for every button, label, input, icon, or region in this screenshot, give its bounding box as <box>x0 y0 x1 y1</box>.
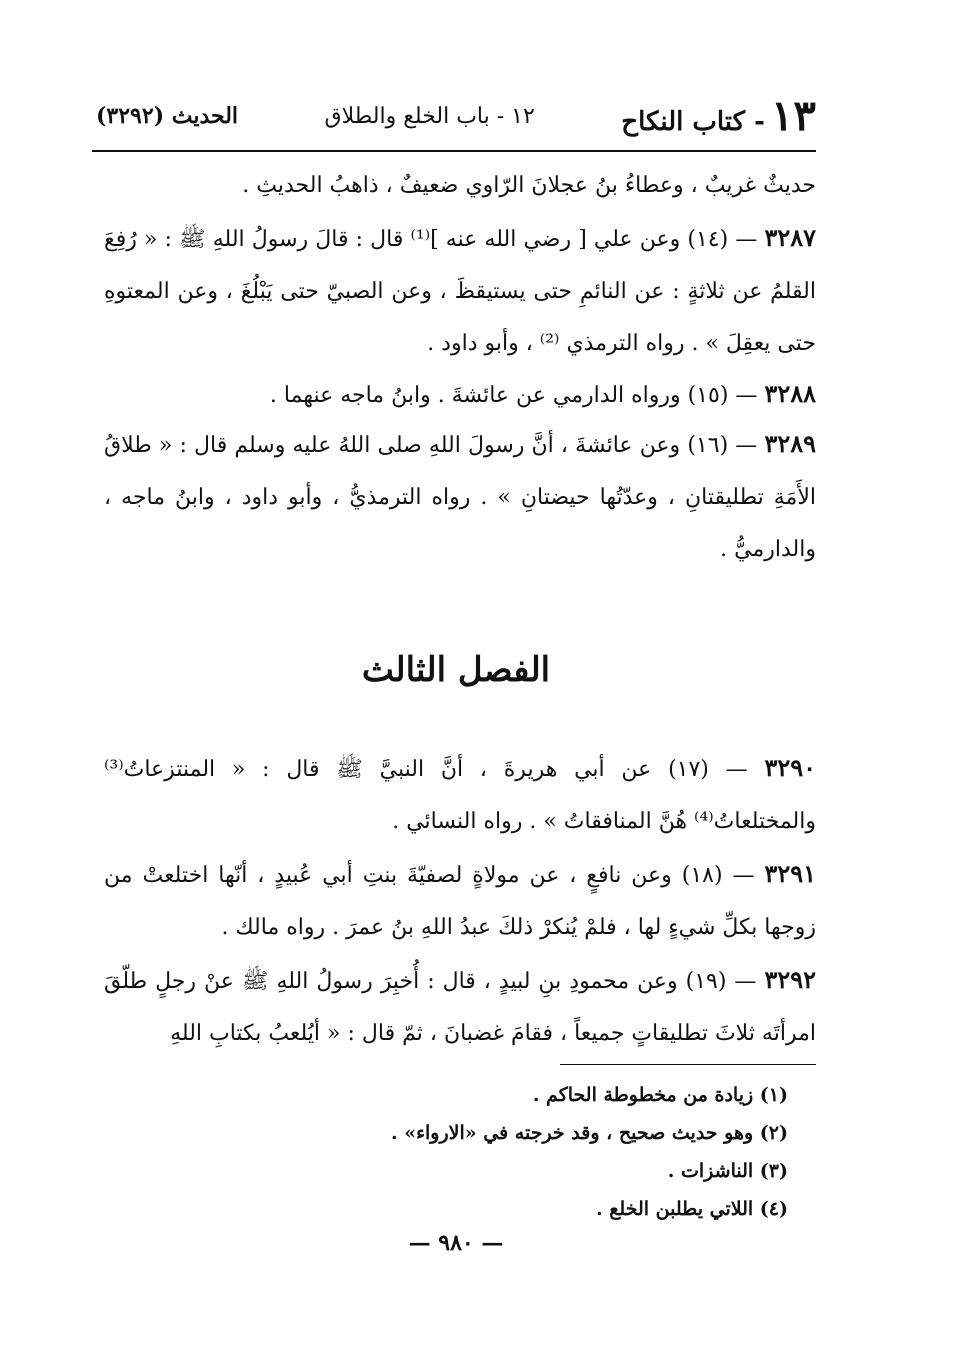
paragraph <box>104 160 816 212</box>
chapter-title: ١٢ - باب الخلع والطلاق <box>324 103 535 129</box>
footnote-rule <box>560 1064 816 1065</box>
book-title: - كتاب النكاح <box>621 107 765 137</box>
hadith-number: ٣٢٨٧ <box>764 223 817 252</box>
page-number: — ٩٨٠ — <box>408 1230 504 1256</box>
footnotes <box>300 1076 788 1228</box>
hadith-paragraph <box>104 742 816 848</box>
hadith-paragraph <box>104 418 816 576</box>
book-heading <box>621 91 816 140</box>
running-header <box>96 88 816 144</box>
footnote: (١) زيادة من مخطوطة الحاكم . <box>532 1084 788 1106</box>
paragraph-text: — (١٦) وعن عائشةَ ، أنَّ رسولَ اللهِ صلى اللهُ عليه وسلم قال : « طلاقُ الأَمَةِ تطليقتانِ ، وعدّتُها حيضتانِ » . رواه الترمذيُّ ، وأبو داود ، وابنُ ماجه ، والدارميُّ . <box>104 433 816 562</box>
paragraph-text: — (١٥) ورواه الدارمي عن عائشةَ . وابنُ ماجه عنهما . <box>269 383 758 408</box>
footnote: (٤) اللاتي يطلبن الخلع . <box>596 1198 788 1220</box>
hadith-paragraph <box>104 848 816 954</box>
hadith-paragraph <box>104 954 816 1060</box>
hadith-number: ٣٢٩٢ <box>764 965 816 994</box>
book-number: ١٣ <box>770 91 816 140</box>
paragraph-text: — (١٤) وعن علي [ رضي الله عنه ]⁽¹⁾ قال : قالَ رسولُ اللهِ ﷺ : « رُفِعَ القلمُ عن ثلاثةٍ : عن النائمِ حتى يستيقظَ ، وعن الصبيّ حتى يَبْلُغَ ، وعن المعتوهِ حتى يعقِلَ » . رواه الترمذي ⁽²⁾ ، وأبو داود . <box>104 227 816 356</box>
section-heading: الفصل الثالث <box>361 650 551 690</box>
hadith-paragraph <box>104 368 816 422</box>
paragraph-text: — (١٧) عن أبي هريرةَ ، أنَّ النبيَّ ﷺ قال : « المنتزعاتُ⁽³⁾ والمختلعاتُ⁽⁴⁾ هُنَّ المنافقاتُ » . رواه النسائي . <box>104 757 816 834</box>
hadith-number: ٣٢٩٠ <box>764 753 816 782</box>
paragraph-text: — (١٨) وعن نافعٍ ، عن مولاةٍ لصفيّةَ بنتِ أبي عُبيدٍ ، أنّها اختلعتْ من زوجها بكلِّ شيءٍ لها ، فلمْ يُنكرْ ذلكَ عبدُ اللهِ بنُ عمرَ . رواه مالك . <box>104 863 816 940</box>
hadith-number: ٣٢٨٩ <box>764 429 817 458</box>
hadith-number: ٣٢٩١ <box>764 859 817 888</box>
paragraph-text: حديثٌ غريبٌ ، وعطاءُ بنُ عجلانَ الرّاوي ضعيفٌ ، ذاهبُ الحديثِ . <box>242 173 816 198</box>
header-rule <box>92 150 816 152</box>
footnote: (٣) الناشزات . <box>667 1160 788 1182</box>
footnote: (٢) وهو حديث صحيح ، وقد خرجته في «الارواء» . <box>390 1122 788 1144</box>
paragraph-text: — (١٩) وعن محمودِ بنِ لبيدٍ ، قال : أُخبِرَ رسولُ اللهِ ﷺ عنْ رجلٍ طلّقَ امرأتَه ثلاثَ تطليقاتٍ جميعاً ، فقامَ غضبانَ ، ثمّ قال : « أيُلعبُ بكتابِ اللهِ <box>104 969 816 1046</box>
hadith-range: الحديث (٣٢٩٢) <box>96 103 239 129</box>
hadith-number: ٣٢٨٨ <box>764 379 816 408</box>
hadith-paragraph <box>104 212 816 370</box>
